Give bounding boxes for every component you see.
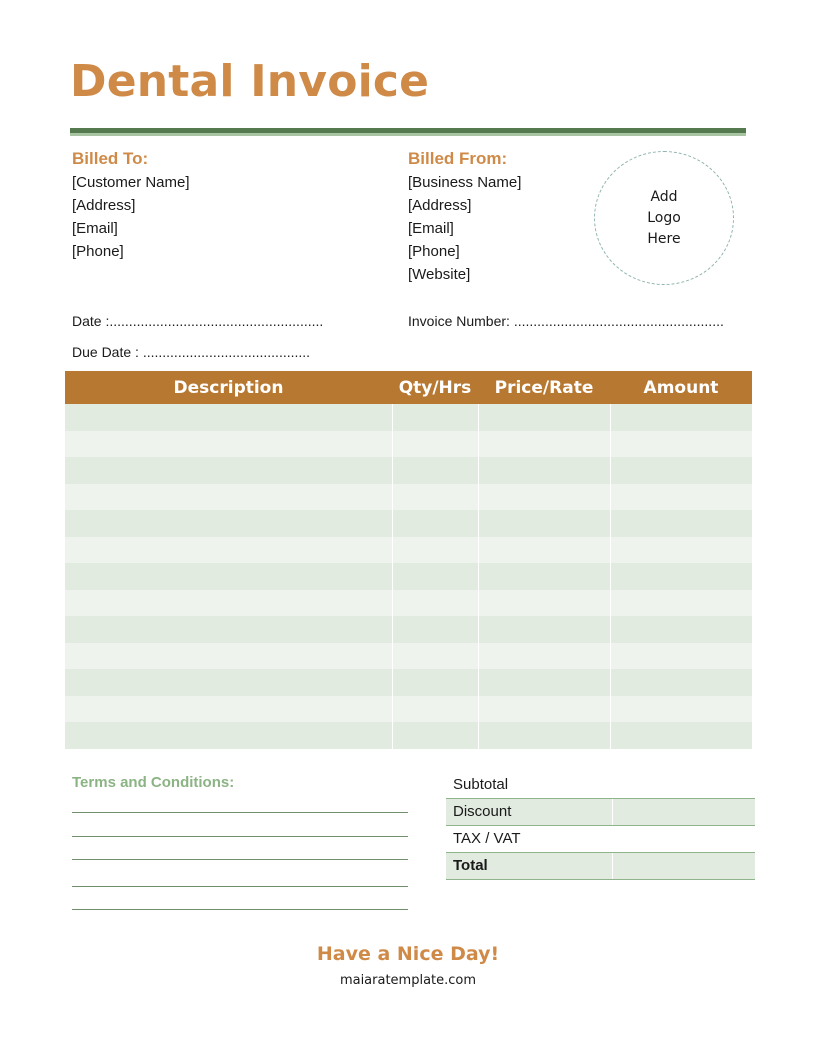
subtotal-label: Subtotal bbox=[446, 771, 612, 798]
price-cell[interactable] bbox=[478, 643, 610, 670]
item-row bbox=[65, 616, 752, 643]
amount-cell[interactable] bbox=[610, 484, 752, 511]
billed-from-heading: Billed From: bbox=[408, 149, 508, 168]
footer-message: Have a Nice Day! bbox=[316, 943, 500, 965]
amount-cell[interactable] bbox=[610, 537, 752, 564]
header-divider-light bbox=[70, 133, 746, 136]
qty-cell[interactable] bbox=[392, 643, 478, 670]
totals-table bbox=[446, 771, 755, 880]
terms-line[interactable] bbox=[72, 859, 408, 860]
description-cell[interactable] bbox=[65, 537, 392, 564]
price-cell[interactable] bbox=[478, 457, 610, 484]
price-cell[interactable] bbox=[478, 537, 610, 564]
qty-cell[interactable] bbox=[392, 484, 478, 511]
items-body bbox=[65, 404, 752, 749]
business-email: [Email] bbox=[408, 220, 454, 237]
amount-cell[interactable] bbox=[610, 404, 752, 431]
description-cell[interactable] bbox=[65, 457, 392, 484]
price-cell[interactable] bbox=[478, 431, 610, 458]
price-cell[interactable] bbox=[478, 510, 610, 537]
invoice-number-field[interactable]: Invoice Number: ...................................................... bbox=[408, 313, 724, 329]
business-phone: [Phone] bbox=[408, 243, 460, 260]
amount-cell[interactable] bbox=[610, 669, 752, 696]
subtotal-row bbox=[446, 771, 755, 798]
tax-row bbox=[446, 825, 755, 852]
amount-cell[interactable] bbox=[610, 510, 752, 537]
item-row bbox=[65, 457, 752, 484]
customer-address: [Address] bbox=[72, 197, 136, 214]
item-row bbox=[65, 563, 752, 590]
items-header-row bbox=[65, 371, 752, 404]
description-cell[interactable] bbox=[65, 696, 392, 723]
description-cell[interactable] bbox=[65, 643, 392, 670]
customer-phone: [Phone] bbox=[72, 243, 124, 260]
logo-text-line: Here bbox=[647, 230, 681, 247]
qty-cell[interactable] bbox=[392, 431, 478, 458]
terms-line[interactable] bbox=[72, 836, 408, 837]
description-cell[interactable] bbox=[65, 616, 392, 643]
description-header: Description bbox=[65, 371, 392, 404]
price-cell[interactable] bbox=[478, 616, 610, 643]
price-header: Price/Rate bbox=[478, 371, 610, 404]
item-row bbox=[65, 722, 752, 749]
discount-value[interactable] bbox=[612, 798, 755, 825]
price-cell[interactable] bbox=[478, 590, 610, 617]
amount-cell[interactable] bbox=[610, 616, 752, 643]
due-date-field[interactable]: Due Date : ........................................... bbox=[72, 344, 311, 360]
terms-heading: Terms and Conditions: bbox=[72, 774, 235, 791]
amount-cell[interactable] bbox=[610, 457, 752, 484]
terms-line[interactable] bbox=[72, 886, 408, 887]
item-row bbox=[65, 590, 752, 617]
footer-website: maiaratemplate.com bbox=[339, 973, 477, 988]
billed-from-details bbox=[408, 171, 521, 286]
item-row bbox=[65, 431, 752, 458]
price-cell[interactable] bbox=[478, 669, 610, 696]
qty-cell[interactable] bbox=[392, 696, 478, 723]
total-row bbox=[446, 852, 755, 879]
business-address: [Address] bbox=[408, 197, 472, 214]
item-row bbox=[65, 404, 752, 431]
terms-line[interactable] bbox=[72, 909, 408, 910]
total-value[interactable] bbox=[612, 852, 755, 879]
qty-cell[interactable] bbox=[392, 510, 478, 537]
item-row bbox=[65, 696, 752, 723]
discount-label: Discount bbox=[446, 798, 612, 825]
price-cell[interactable] bbox=[478, 563, 610, 590]
amount-cell[interactable] bbox=[610, 431, 752, 458]
discount-row bbox=[446, 798, 755, 825]
items-table bbox=[65, 371, 752, 749]
description-cell[interactable] bbox=[65, 722, 392, 749]
qty-cell[interactable] bbox=[392, 590, 478, 617]
logo-text-line: Add bbox=[650, 188, 678, 205]
qty-cell[interactable] bbox=[392, 404, 478, 431]
item-row bbox=[65, 537, 752, 564]
terms-line[interactable] bbox=[72, 812, 408, 813]
subtotal-value[interactable] bbox=[612, 771, 755, 798]
item-row bbox=[65, 643, 752, 670]
invoice-title: Dental Invoice bbox=[70, 56, 430, 107]
logo-text-line: Logo bbox=[647, 209, 681, 226]
qty-cell[interactable] bbox=[392, 669, 478, 696]
tax-label: TAX / VAT bbox=[446, 825, 612, 852]
total-label: Total bbox=[446, 852, 612, 879]
price-cell[interactable] bbox=[478, 722, 610, 749]
description-cell[interactable] bbox=[65, 404, 392, 431]
qty-cell[interactable] bbox=[392, 563, 478, 590]
business-website: [Website] bbox=[408, 266, 471, 283]
description-cell[interactable] bbox=[65, 431, 392, 458]
business-name: [Business Name] bbox=[408, 174, 522, 191]
description-cell[interactable] bbox=[65, 669, 392, 696]
qty-cell[interactable] bbox=[392, 722, 478, 749]
price-cell[interactable] bbox=[478, 404, 610, 431]
item-row bbox=[65, 669, 752, 696]
amount-header: Amount bbox=[610, 371, 752, 404]
price-cell[interactable] bbox=[478, 696, 610, 723]
qty-header: Qty/Hrs bbox=[392, 371, 478, 404]
logo-placeholder[interactable] bbox=[594, 151, 734, 285]
customer-email: [Email] bbox=[72, 220, 118, 237]
tax-value[interactable] bbox=[612, 825, 755, 852]
customer-name: [Customer Name] bbox=[72, 174, 190, 191]
description-cell[interactable] bbox=[65, 510, 392, 537]
amount-cell[interactable] bbox=[610, 696, 752, 723]
qty-cell[interactable] bbox=[392, 616, 478, 643]
amount-cell[interactable] bbox=[610, 563, 752, 590]
amount-cell[interactable] bbox=[610, 722, 752, 749]
item-row bbox=[65, 510, 752, 537]
qty-cell[interactable] bbox=[392, 537, 478, 564]
description-cell[interactable] bbox=[65, 484, 392, 511]
price-cell[interactable] bbox=[478, 484, 610, 511]
billed-to-details bbox=[72, 171, 190, 263]
qty-cell[interactable] bbox=[392, 457, 478, 484]
date-field[interactable]: Date :....................................................... bbox=[72, 313, 324, 329]
description-cell[interactable] bbox=[65, 590, 392, 617]
amount-cell[interactable] bbox=[610, 643, 752, 670]
amount-cell[interactable] bbox=[610, 590, 752, 617]
billed-to-heading: Billed To: bbox=[72, 149, 149, 168]
description-cell[interactable] bbox=[65, 563, 392, 590]
item-row bbox=[65, 484, 752, 511]
